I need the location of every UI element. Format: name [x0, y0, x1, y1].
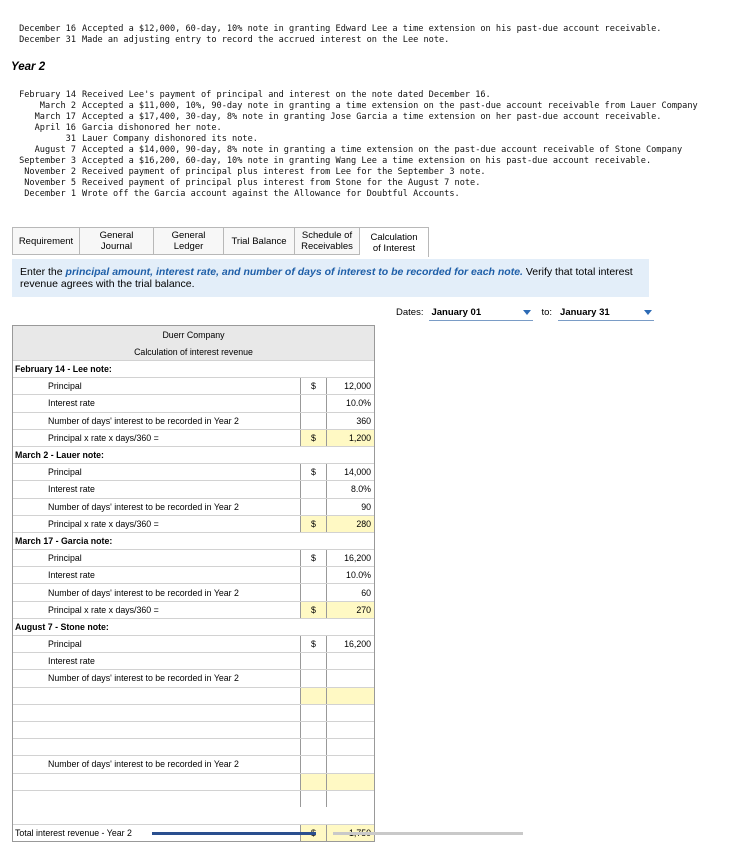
event-date: December 16	[19, 24, 76, 34]
row-label: Principal	[48, 467, 82, 478]
instructions-box	[12, 259, 649, 297]
event-text: Garcia dishonored her note.	[82, 123, 222, 133]
currency-symbol	[300, 395, 326, 411]
row-label: Number of days' interest to be recorded in Year 2	[48, 587, 239, 598]
table-row	[13, 618, 374, 635]
note-heading: March 2 - Lauer note:	[15, 450, 104, 461]
interest-calculation-table	[12, 325, 375, 842]
note-heading: August 7 - Stone note:	[15, 621, 109, 632]
tab-schedule-of-receivables[interactable]: Schedule of Receivables	[295, 227, 360, 255]
event-text: Received payment of principal plus interest from Stone for the August 7 note.	[82, 178, 481, 188]
event-date: December 31	[19, 35, 76, 45]
row-label: Principal	[48, 381, 82, 392]
amount-input[interactable]: 16,200	[326, 636, 374, 652]
amount-input[interactable]: 360	[326, 413, 374, 429]
note-heading: March 17 - Garcia note:	[15, 535, 113, 546]
event-date: March 17	[34, 112, 76, 122]
amount-input[interactable]	[326, 653, 374, 669]
row-label	[13, 791, 300, 807]
event-line	[8, 123, 698, 134]
event-line	[8, 35, 661, 46]
event-text: Made an adjusting entry to record the accrued interest on the Lee note.	[82, 35, 450, 45]
tab-trial-balance[interactable]: Trial Balance	[224, 227, 295, 255]
table-row	[13, 738, 374, 755]
event-line	[8, 178, 698, 189]
computed-cell	[326, 688, 374, 704]
table-row	[13, 463, 374, 480]
event-line	[8, 156, 698, 167]
note-heading: February 14 - Lee note:	[15, 364, 112, 375]
date-to-value: January 31	[560, 306, 610, 318]
tab-calculation-of-interest[interactable]: Calculation of Interest	[360, 227, 429, 257]
amount-input[interactable]: 14,000	[326, 464, 374, 480]
currency-symbol: $	[300, 602, 326, 618]
table-row	[13, 360, 374, 377]
event-text: Received payment of principal plus interest from Lee for the September 3 note.	[82, 167, 486, 177]
currency-symbol	[300, 584, 326, 600]
row-label: Principal	[48, 553, 82, 564]
table-row	[13, 755, 374, 772]
currency-symbol	[300, 499, 326, 515]
currency-symbol	[300, 756, 326, 772]
amount-input[interactable]: 90	[326, 499, 374, 515]
table-row	[13, 635, 374, 652]
row-label: Number of days' interest to be recorded in Year 2	[48, 673, 239, 684]
event-line	[8, 134, 698, 145]
table-row	[13, 652, 374, 669]
event-text: Wrote off the Garcia account against the Allowance for Doubtful Accounts.	[82, 189, 460, 199]
table-row	[13, 566, 374, 583]
table-row	[13, 446, 374, 463]
event-date: March 2	[39, 101, 76, 111]
tab-general-journal[interactable]: General Journal	[80, 227, 154, 255]
table-row	[13, 412, 374, 429]
event-text: Accepted a $16,200, 60-day, 10% note in granting Wang Lee a time extension on his past-due account receivable.	[82, 156, 652, 166]
row-label	[13, 774, 300, 790]
date-to-select[interactable]	[558, 304, 654, 321]
row-label	[13, 739, 300, 755]
row-label: Interest rate	[48, 570, 95, 581]
row-label: Total interest revenue - Year 2	[15, 827, 132, 838]
amount-input[interactable]	[326, 739, 374, 755]
row-label: Number of days' interest to be recorded in Year 2	[48, 501, 239, 512]
event-date: November 5	[24, 178, 76, 188]
currency-symbol: $	[300, 550, 326, 566]
row-label: Principal	[48, 639, 82, 650]
amount-input[interactable]	[326, 705, 374, 721]
row-label: Principal x rate x days/360 =	[48, 604, 159, 615]
event-date: 31	[65, 134, 76, 144]
currency-symbol	[300, 774, 326, 790]
chevron-down-icon	[523, 310, 531, 315]
date-range	[396, 304, 654, 321]
currency-symbol	[300, 670, 326, 686]
row-label: Principal x rate x days/360 =	[48, 432, 159, 443]
date-from-select[interactable]	[429, 304, 533, 321]
event-line	[8, 189, 698, 200]
row-label	[13, 722, 300, 738]
table-row	[13, 498, 374, 515]
table-row	[13, 601, 374, 618]
amount-input[interactable]	[326, 722, 374, 738]
currency-symbol	[300, 653, 326, 669]
event-date: December 1	[24, 189, 76, 199]
event-date: September 3	[19, 156, 76, 166]
instructions-highlight: principal amount, interest rate, and number of days of interest to be recorded for each note.	[65, 266, 523, 278]
table-row	[13, 480, 374, 497]
tab-general-ledger[interactable]: General Ledger	[154, 227, 224, 255]
currency-symbol: $	[300, 516, 326, 532]
amount-input[interactable]	[326, 791, 374, 807]
instructions-post: Verify that total interest revenue agrees with the trial balance.	[20, 266, 633, 290]
table-row	[13, 532, 374, 549]
computed-cell: 280	[326, 516, 374, 532]
amount-input[interactable]: 10.0%	[326, 395, 374, 411]
event-text: Received Lee's payment of principal and interest on the note dated December 16.	[82, 90, 491, 100]
event-date: April 16	[34, 123, 76, 133]
table-row	[13, 377, 374, 394]
event-date: February 14	[19, 90, 76, 100]
event-text: Lauer Company dishonored its note.	[82, 134, 258, 144]
event-line	[8, 167, 698, 178]
events-year1	[8, 24, 661, 46]
row-label	[13, 688, 300, 704]
row-label: Interest rate	[48, 398, 95, 409]
event-text: Accepted a $11,000, 10%, 90-day note in granting a time extension on the past-due account receivable from Lauer Company	[82, 101, 698, 111]
currency-symbol: $	[300, 378, 326, 394]
currency-symbol	[300, 722, 326, 738]
row-label: Interest rate	[48, 656, 95, 667]
table-company: Duerr Company	[13, 326, 374, 343]
event-text: Accepted a $12,000, 60-day, 10% note in granting Edward Lee a time extension on his past-due account receivable.	[82, 24, 662, 34]
row-label: Number of days' interest to be recorded in Year 2	[48, 415, 239, 426]
currency-symbol	[300, 739, 326, 755]
computed-cell: 270	[326, 602, 374, 618]
table-row	[13, 394, 374, 411]
currency-symbol: $	[300, 636, 326, 652]
currency-symbol: $	[300, 464, 326, 480]
table-row	[13, 669, 374, 686]
computed-cell	[326, 774, 374, 790]
currency-symbol: $	[300, 430, 326, 446]
table-row	[13, 429, 374, 446]
table-subtitle: Calculation of interest revenue	[13, 343, 374, 360]
instructions-pre: Enter the	[20, 266, 66, 278]
row-label: Principal x rate x days/360 =	[48, 518, 159, 529]
event-text: Accepted a $17,400, 30-day, 8% note in granting Jose Garcia a time extension on her past-due account receivable.	[82, 112, 662, 122]
currency-symbol	[300, 413, 326, 429]
table-row	[13, 790, 374, 807]
tab-requirement[interactable]: Requirement	[12, 227, 80, 255]
currency-symbol	[300, 567, 326, 583]
currency-symbol	[300, 688, 326, 704]
event-line	[8, 112, 698, 123]
event-line	[8, 101, 698, 112]
amount-input[interactable]	[326, 670, 374, 686]
event-line	[8, 145, 698, 156]
year2-heading: Year 2	[11, 61, 46, 73]
amount-input[interactable]: 16,200	[326, 550, 374, 566]
table-row	[13, 721, 374, 738]
dates-label: Dates:	[396, 307, 424, 318]
event-text: Accepted a $14,000, 90-day, 8% note in granting a time extension on the past-due account receivable of Stone Company	[82, 145, 683, 155]
row-label	[13, 705, 300, 721]
table-row	[13, 515, 374, 532]
row-label: Interest rate	[48, 484, 95, 495]
currency-symbol	[300, 481, 326, 497]
chevron-down-icon	[644, 310, 652, 315]
computed-cell: 1,200	[326, 430, 374, 446]
event-date: August 7	[34, 145, 76, 155]
date-from-value: January 01	[431, 306, 482, 318]
amount-input[interactable]	[326, 756, 374, 772]
table-row	[13, 704, 374, 721]
table-row	[13, 687, 374, 704]
row-label: Number of days' interest to be recorded in Year 2	[48, 759, 239, 770]
amount-input[interactable]: 60	[326, 584, 374, 600]
amount-input[interactable]: 10.0%	[326, 567, 374, 583]
amount-input[interactable]: 12,000	[326, 378, 374, 394]
tab-bar	[12, 227, 429, 257]
table-row	[13, 549, 374, 566]
currency-symbol	[300, 791, 326, 807]
dates-to-label: to:	[541, 307, 553, 318]
event-date: November 2	[24, 167, 76, 177]
table-row	[13, 583, 374, 600]
amount-input[interactable]: 8.0%	[326, 481, 374, 497]
currency-symbol	[300, 705, 326, 721]
event-line	[8, 90, 698, 101]
table-row	[13, 773, 374, 790]
event-line	[8, 24, 661, 35]
events-year2	[8, 90, 698, 200]
